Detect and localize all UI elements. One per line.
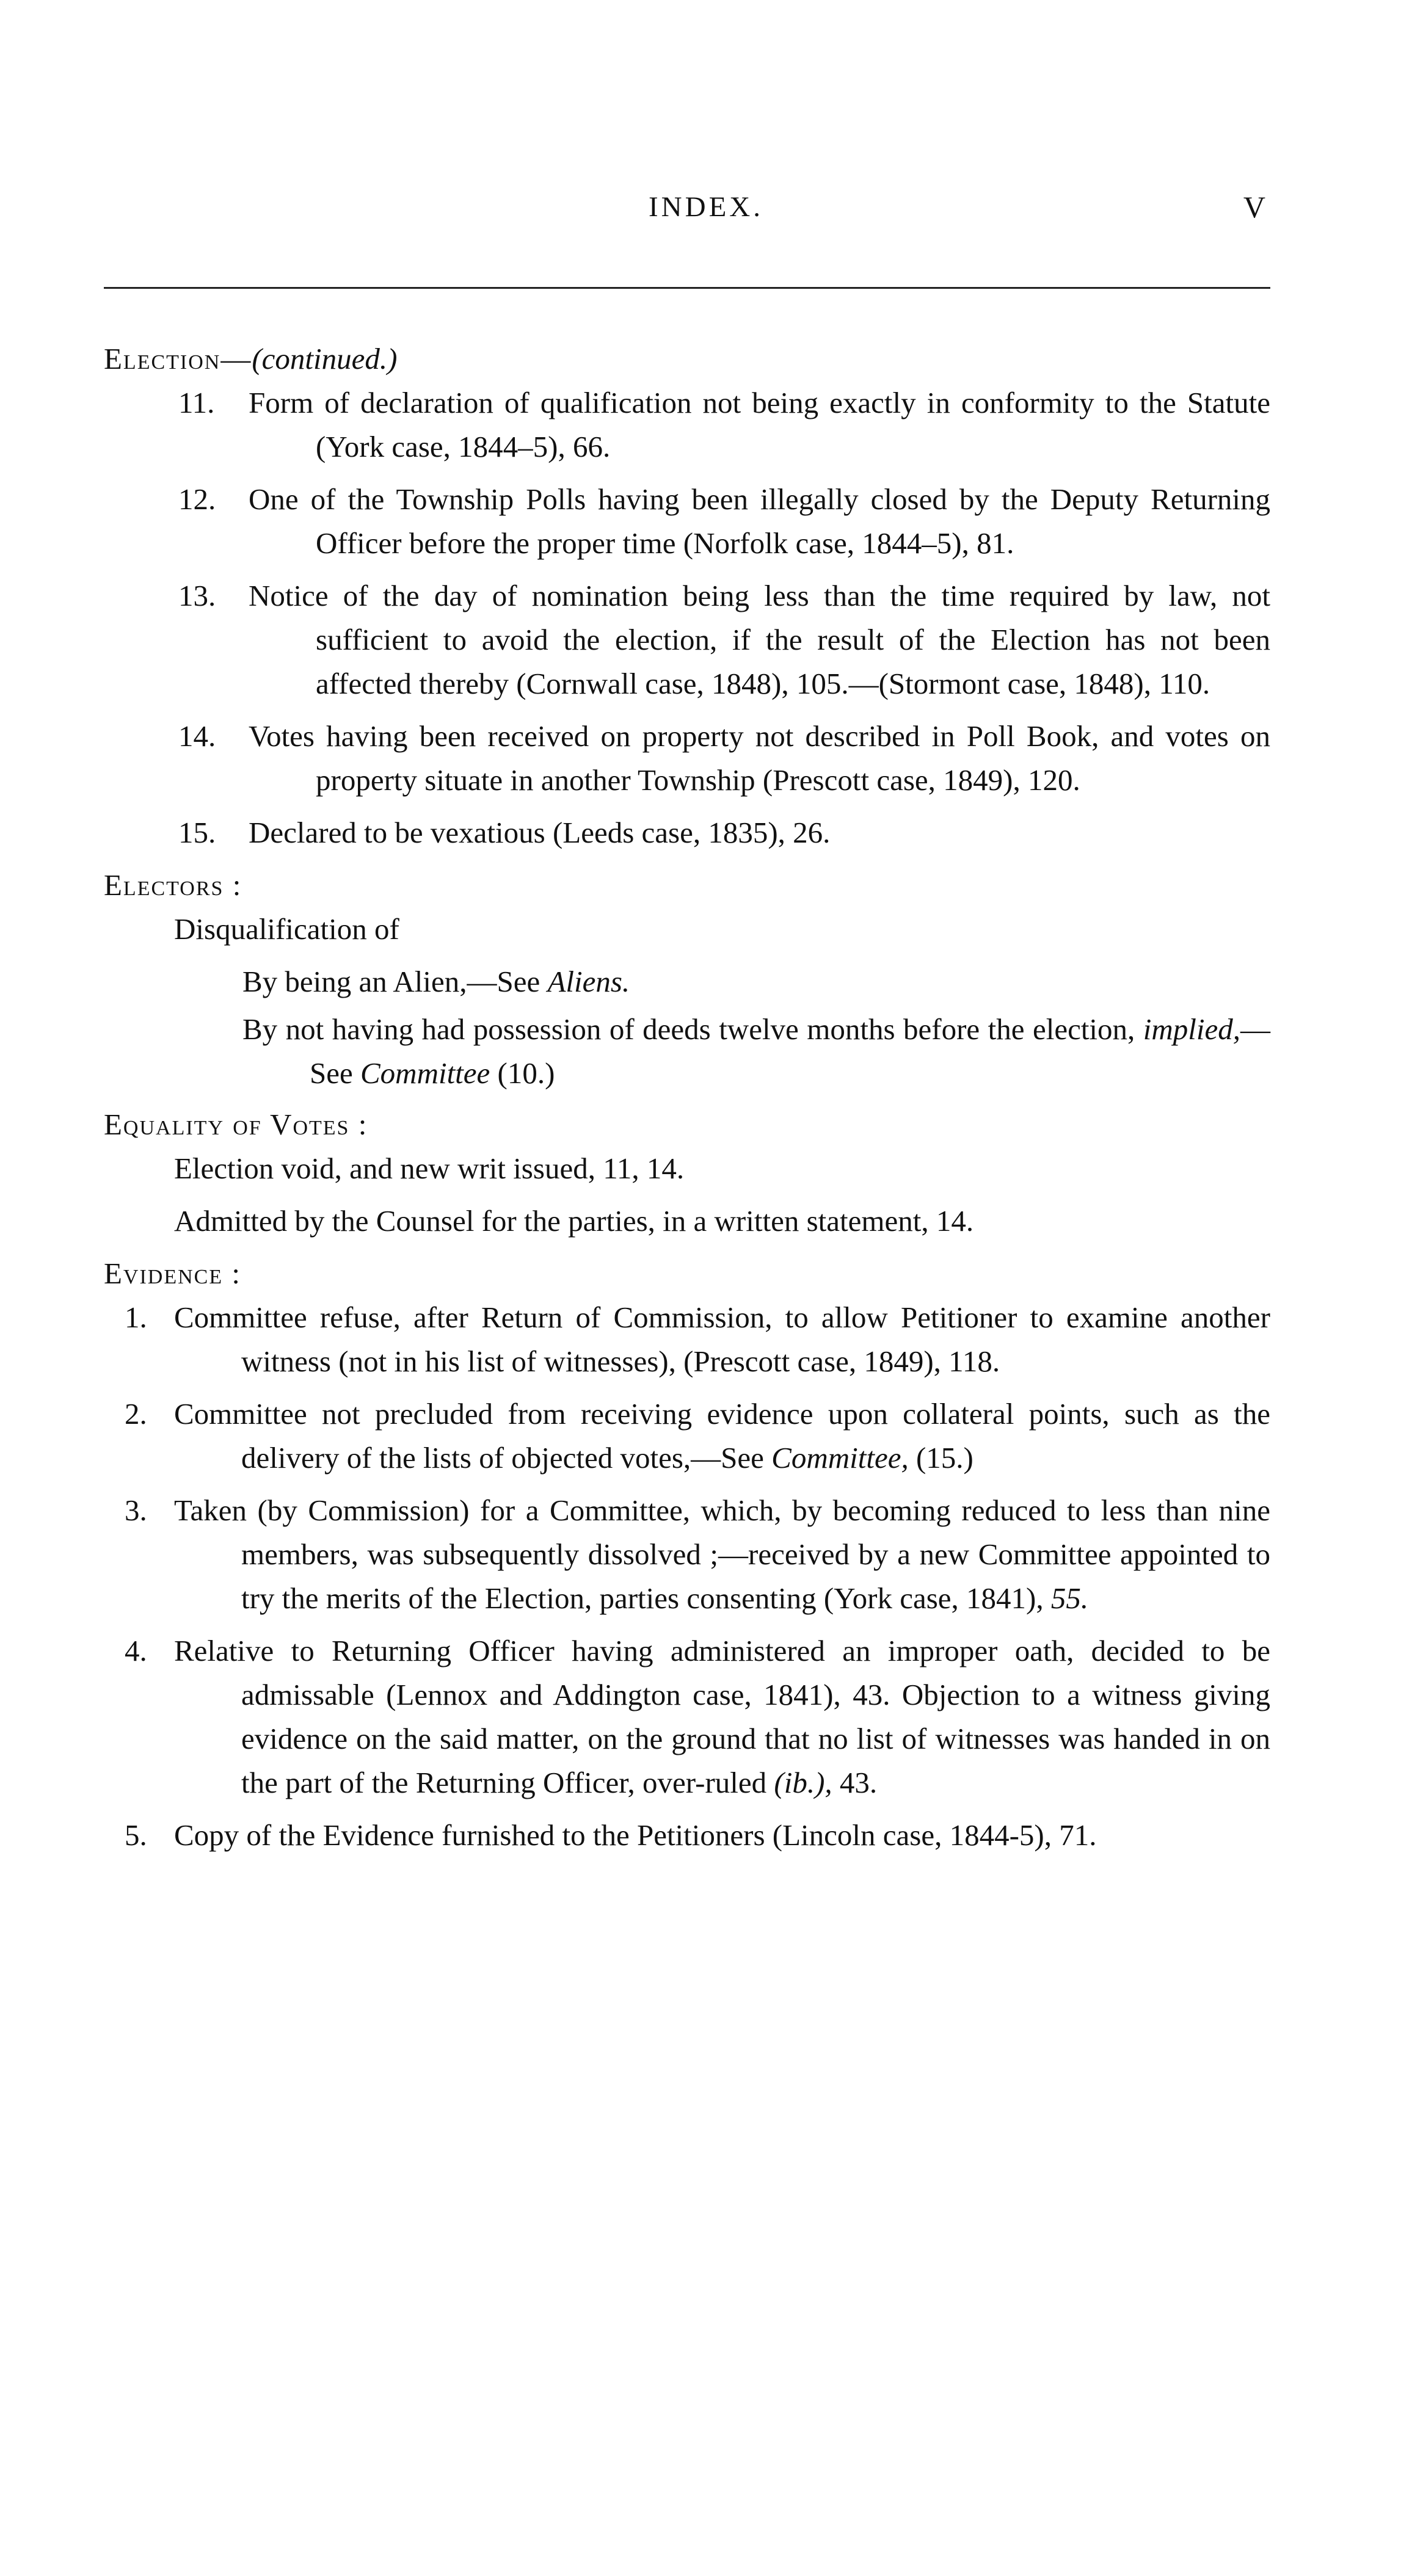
entry-text: —See [310,1012,1270,1090]
entry-number: 11. [178,386,215,419]
entry-text: Committee refuse, after Return of Commission, to allow Petitioner to examine another witness (not in his list of witnesses), (Prescott case, 1849), 118. [174,1301,1270,1378]
continued-label: (continued.) [252,342,398,376]
electors-alien-entry [104,960,1270,1004]
heading-election-label: Election— [104,342,252,376]
entry-text: (10.) [490,1056,555,1090]
election-entry-15 [104,811,1270,855]
heading-electors: Electors : [104,868,242,902]
evidence-entry-3 [104,1489,1270,1620]
entry-number: 12. [178,482,216,516]
entry-number: 1. [125,1301,147,1334]
election-entry-12 [104,477,1270,565]
entry-text-part: 43. [832,1766,878,1799]
equality-entry-2: Admitted by the Counsel for the parties, in a written statement, 14. [174,1204,974,1238]
page-number: V [1243,190,1265,224]
index-content [104,330,1270,1866]
entry-text-part: Committee not precluded from receiving evidence upon collateral points, such as the delivery of the lists of objected votes,—See [174,1397,1270,1475]
page-reference: 55. [1050,1581,1089,1615]
entry-number: 4. [125,1634,147,1667]
entry-text: Form of declaration of qualification not being exactly in conformity to the Statute (York case, 1844–5), 66. [249,386,1270,463]
entry-number: 14. [178,719,216,753]
election-entry-11 [104,381,1270,469]
entry-text [174,1392,1270,1480]
cross-reference: Committee [360,1056,490,1090]
election-entry-14 [104,714,1270,802]
election-entry-13 [104,574,1270,706]
heading-equality-of-votes: Equality of Votes : [104,1108,368,1141]
entry-text-part: Taken (by Commission) for a Committee, which, by becoming reduced to less than nine members, was subsequently dissolved ;—received by a new Committee appointed to try the merits of the Election, parties consenting (York case, 1841), [174,1493,1270,1615]
entry-number: 15. [178,816,216,849]
electors-deeds-entry [104,1007,1270,1095]
header-rule [104,287,1270,289]
entry-text: Declared to be vexatious (Leeds case, 1835), 26. [249,816,831,849]
entry-text: One of the Township Polls having been illegally closed by the Deputy Returning Officer before the proper time (Norfolk case, 1844–5), 81. [249,482,1270,560]
entry-number: 5. [125,1818,147,1852]
entry-text: Copy of the Evidence furnished to the Petitioners (Lincoln case, 1844-5), 71. [174,1818,1097,1852]
cross-reference: Committee, [771,1441,909,1475]
entry-text: Notice of the day of nomination being less than the time required by law, not sufficient to avoid the election, if the result of the Election has not been affected thereby (Cornwall case, 1848), 105.—(Stormont case, 1848), 110. [249,579,1270,700]
evidence-entry-4 [104,1629,1270,1805]
entry-text: By not having had possession of deeds twelve months before the election, [242,1012,1143,1046]
running-head [0,185,1412,234]
entry-text-part: (15.) [908,1441,973,1475]
entry-text: By being an Alien,—See [242,965,548,998]
page-title: INDEX. [649,191,763,223]
entry-number: 3. [125,1493,147,1527]
entry-text [174,1629,1270,1805]
implied-label: implied, [1143,1012,1240,1046]
equality-entry-1: Election void, and new writ issued, 11, 14. [174,1152,685,1185]
heading-evidence: Evidence : [104,1257,241,1290]
entry-text: Votes having been received on property not described in Poll Book, and votes on property situate in another Township (Prescott case, 1849), 120. [249,719,1270,797]
cross-reference: Aliens. [547,965,630,998]
electors-subheading: Disqualification of [174,912,399,946]
evidence-entry-2 [104,1392,1270,1480]
ibid-reference: (ib.), [774,1766,832,1799]
entry-number: 2. [125,1397,147,1431]
evidence-entry-5 [104,1813,1270,1857]
entry-number: 13. [178,579,216,612]
evidence-entry-1 [104,1296,1270,1384]
entry-text-part: Relative to Returning Officer having administered an improper oath, decided to be admissable (Lennox and Addington case, 1841), 43. Objection to a witness giving evidence on the said matter, on the ground that no list of witnesses was handed in on the part of the Returning Officer, over-ruled [174,1634,1270,1799]
entry-text [174,1489,1270,1620]
heading-election [104,337,1270,381]
